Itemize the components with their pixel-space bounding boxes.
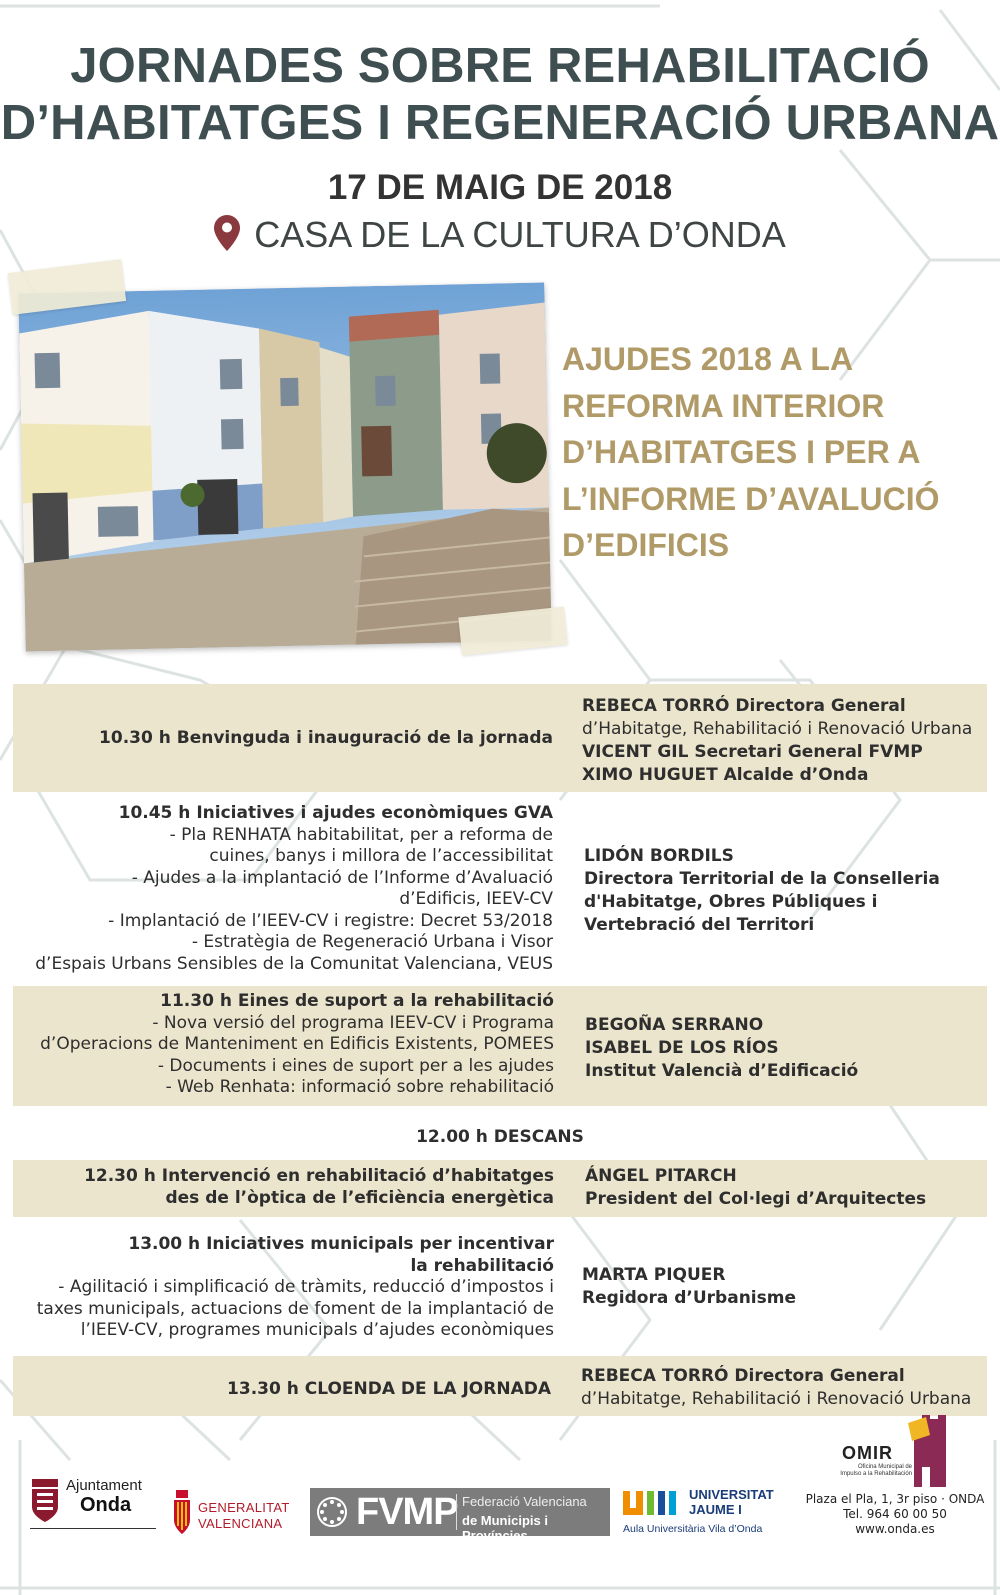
title-line-1: JORNADES SOBRE REHABILITACIÓ bbox=[70, 39, 930, 93]
fvmp-emblem-icon bbox=[316, 1496, 348, 1528]
speaker-line: President del Col·legi d’Arquitectes bbox=[585, 1189, 927, 1209]
speakers-1330 bbox=[581, 1365, 993, 1411]
subtitle bbox=[562, 336, 992, 569]
speaker-line: LIDÓN BORDILS bbox=[584, 846, 734, 866]
session-title: 11.30 h Eines de suport a la rehabilitació bbox=[160, 991, 554, 1011]
session-item: l’IEEV-CV, programes municipals d’ajudes econòmiques bbox=[80, 1320, 554, 1340]
speaker-line: BEGOÑA SERRANO bbox=[585, 1015, 764, 1035]
speaker-line: MARTA PIQUER bbox=[582, 1265, 726, 1285]
session-item: - Documents i eines de suport per a les ajudes bbox=[157, 1055, 554, 1076]
ajuntament-town: Onda bbox=[80, 1494, 132, 1516]
subtitle-line: L’INFORME D’AVALUCIÓ bbox=[562, 480, 940, 517]
contact-phone: Tel. 964 60 00 50 bbox=[843, 1507, 947, 1521]
session-title: 12.30 h Intervenció en rehabilitació d’habitatges bbox=[84, 1166, 554, 1186]
session-title: 10.45 h Iniciatives i ajudes econòmiques GVA bbox=[118, 803, 553, 823]
generalitat-valenciana-logo bbox=[172, 1486, 302, 1540]
location-pin-icon bbox=[214, 215, 240, 251]
session-1330 bbox=[20, 1379, 551, 1401]
session-1045 bbox=[10, 803, 553, 975]
speakers-1045 bbox=[584, 845, 994, 937]
session-item: taxes municipals, actuacions de foment de la implantació de bbox=[36, 1298, 554, 1319]
session-title: des de l’òptica de l’eficiència energètica bbox=[165, 1187, 554, 1208]
title-line-2: D’HABITATGES I REGENERACIÓ URBANA bbox=[0, 96, 1000, 150]
speaker-line: Institut Valencià d’Edificació bbox=[585, 1061, 859, 1081]
gva-line-1: GENERALITAT bbox=[198, 1500, 290, 1515]
speaker-line: Directora Territorial de la Conselleria bbox=[584, 869, 940, 889]
speaker-line: d’Habitatge, Rehabilitació i Renovació Urbana bbox=[582, 719, 973, 739]
speaker-line: Vertebració del Territori bbox=[584, 915, 815, 935]
session-item: - Ajudes a la implantació de l’Informe d’Avaluació bbox=[131, 867, 553, 888]
omir-name: OMIR bbox=[842, 1443, 893, 1463]
uji-line-2: JAUME I bbox=[689, 1502, 742, 1517]
fvmp-line-2: de Municipis i Províncies bbox=[462, 1513, 548, 1543]
session-item: d’Espais Urbans Sensibles de la Comunitat Valenciana, VEUS bbox=[35, 953, 553, 974]
contact-info bbox=[800, 1492, 990, 1537]
gva-crest-icon bbox=[172, 1490, 192, 1534]
session-item: - Web Renhata: informació sobre rehabilitació bbox=[165, 1077, 554, 1097]
speakers-1130 bbox=[585, 1014, 995, 1083]
omir-tower-icon bbox=[908, 1415, 950, 1487]
break-label: 12.00 h DESCANS bbox=[416, 1127, 584, 1147]
speaker-line: ÁNGEL PITARCH bbox=[585, 1166, 737, 1186]
session-item: cuines, banys i millora de l’accessibilitat bbox=[209, 846, 553, 866]
speakers-1300 bbox=[582, 1264, 992, 1310]
gva-line-2: VALENCIANA bbox=[198, 1516, 283, 1531]
session-item: - Nova versió del programa IEEV-CV i Programa bbox=[152, 1012, 554, 1033]
contact-website[interactable]: www.onda.es bbox=[855, 1522, 935, 1536]
session-title: 13.00 h Iniciatives municipals per incentivar bbox=[128, 1234, 554, 1254]
subtitle-line: AJUDES 2018 A LA bbox=[562, 341, 854, 377]
street-photo bbox=[18, 283, 551, 652]
speakers-1030 bbox=[582, 695, 992, 787]
speaker-line: d’Habitatge, Rehabilitació i Renovació Urbana bbox=[581, 1389, 972, 1409]
page-title bbox=[0, 38, 1000, 152]
ajuntament-onda-logo bbox=[30, 1477, 170, 1537]
contact-address: Plaza el Pla, 1, 3r piso · ONDA bbox=[805, 1492, 985, 1506]
session-1300 bbox=[10, 1234, 554, 1342]
session-1030 bbox=[20, 728, 553, 750]
ajuntament-label: Ajuntament bbox=[66, 1477, 142, 1494]
uji-line-3: Aula Universitària Vila d’Onda bbox=[623, 1523, 763, 1535]
speakers-1230 bbox=[585, 1165, 995, 1211]
event-venue bbox=[0, 213, 1000, 257]
subtitle-line: REFORMA INTERIOR bbox=[562, 387, 885, 424]
speaker-line: REBECA TORRÓ Directora General bbox=[582, 696, 906, 716]
omir-caption: Oficina Municipal de Impulso a la Rehabilitación bbox=[840, 1464, 912, 1477]
session-title: la rehabilitació bbox=[410, 1255, 554, 1276]
omir-logo bbox=[822, 1415, 950, 1485]
session-title: 13.30 h CLOENDA DE LA JORNADA bbox=[227, 1379, 551, 1399]
subtitle-line: D’HABITATGES I PER A bbox=[562, 434, 921, 470]
session-1130 bbox=[10, 991, 554, 1099]
session-item: - Estratègia de Regeneració Urbana i Visor bbox=[191, 932, 553, 952]
session-item: - Agilitació i simplificació de tràmits, reducció d’impostos i bbox=[58, 1277, 554, 1297]
uji-logo bbox=[623, 1489, 793, 1541]
session-item: - Implantació de l’IEEV-CV i registre: Decret 53/2018 bbox=[108, 910, 553, 931]
session-1230 bbox=[20, 1166, 554, 1209]
subtitle-line: D’EDIFICIS bbox=[562, 527, 730, 563]
fvmp-wordmark: FVMP bbox=[356, 1491, 458, 1533]
fvmp-line-1: Federació Valenciana bbox=[462, 1494, 587, 1509]
speaker-line: d'Habitatge, Obres Públiques i bbox=[584, 892, 878, 912]
speaker-line: Regidora d’Urbanisme bbox=[582, 1288, 796, 1308]
speaker-line: VICENT GIL Secretari General FVMP bbox=[582, 742, 923, 762]
onda-crest-icon bbox=[30, 1479, 60, 1523]
uji-mark-icon bbox=[623, 1489, 683, 1519]
speaker-line: ISABEL DE LOS RÍOS bbox=[585, 1038, 779, 1058]
speaker-line: XIMO HUGUET Alcalde d’Onda bbox=[582, 765, 869, 785]
session-item: - Pla RENHATA habitabilitat, per a reforma de bbox=[169, 824, 553, 845]
speaker-line: REBECA TORRÓ Directora General bbox=[581, 1366, 905, 1386]
venue-name: CASA DE LA CULTURA D’ONDA bbox=[254, 214, 786, 255]
fvmp-logo bbox=[310, 1488, 610, 1543]
session-item: d’Edificis, IEEV-CV bbox=[399, 889, 553, 909]
session-title: 10.30 h Benvinguda i inauguració de la jornada bbox=[99, 728, 553, 748]
event-date: 17 DE MAIG DE 2018 bbox=[327, 168, 673, 207]
uji-line-1: UNIVERSITAT bbox=[689, 1487, 774, 1502]
session-item: d’Operacions de Manteniment en Edificis Existents, POMEES bbox=[40, 1034, 554, 1054]
